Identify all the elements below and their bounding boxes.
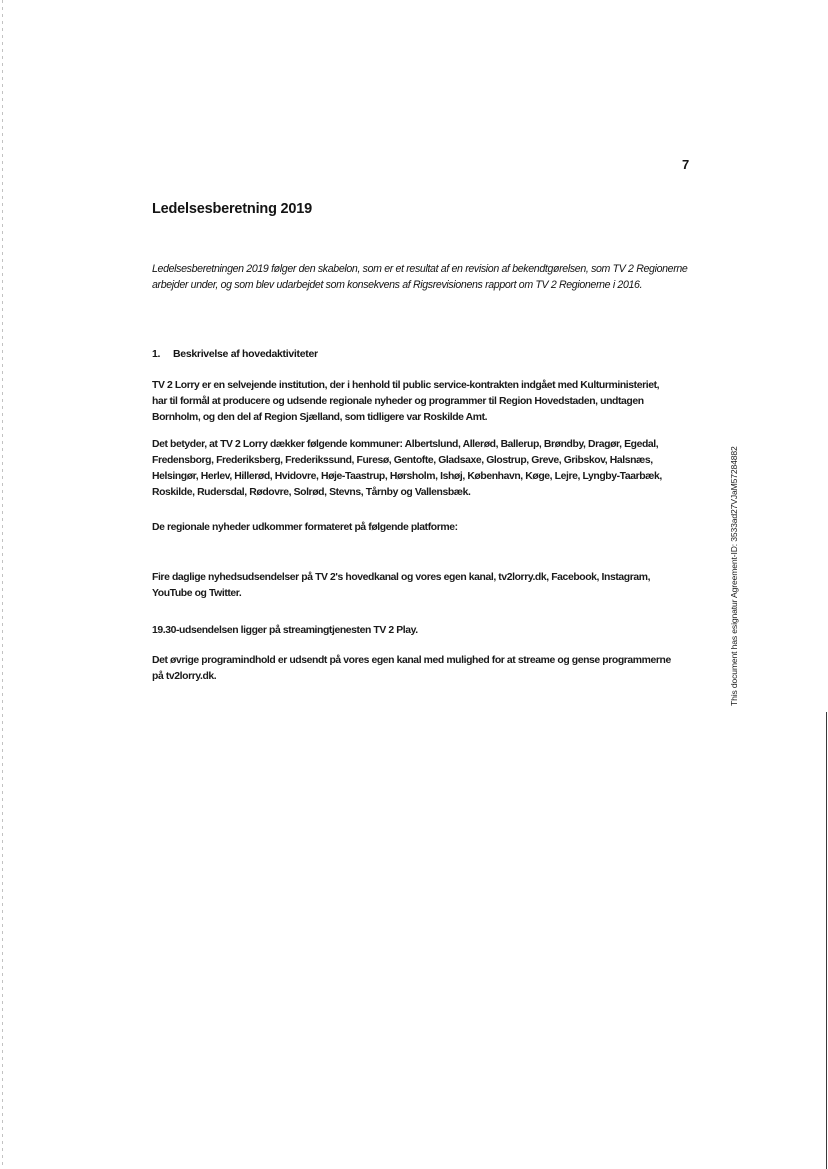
- scan-edge-left: [2, 0, 3, 1169]
- paragraph-platforms-intro: De regionale nyheder udkommer formateret på følgende platforme:: [152, 522, 458, 533]
- paragraph-institution: TV 2 Lorry er en selvejende institution, der i henhold til public service-kontrakten indgået med Kulturministeriet, har til formål at producere og udsende regionale nyheder og programmer til Region Hovedstaden, undtagen Bornholm, og den del af Region Sjælland, som tidligere var Roskilde Amt.: [152, 380, 660, 423]
- page-number: 7: [682, 157, 690, 172]
- scan-edge-right: [826, 712, 827, 1169]
- section-heading: [152, 348, 318, 360]
- paragraph-daily-news: Fire daglige nyhedsudsendelser på TV 2's hovedkanal og vores egen kanal, tv2lorry.dk, Facebook, Instagram, YouTube og Twitter.: [152, 572, 651, 599]
- paragraph-municipalities: Det betyder, at TV 2 Lorry dækker følgende kommuner: Albertslund, Allerød, Ballerup, Brøndby, Dragør, Egedal, Fredensborg, Frederiksberg, Frederikssund, Furesø, Gentofte, Gladsaxe, Glostrup, Greve, Gribskov, Halsnæs, Helsingør, Herlev, Hillerød, Hvidovre, Høje-Taastrup, Hørsholm, Ishøj, København, Køge, Lejre, Lyngby-Taarbæk, Roskilde, Rudersdal, Rødovre, Solrød, Stevns, Tårnby og Vallensbæk.: [152, 439, 662, 498]
- document-title: Ledelsesberetning 2019: [152, 201, 313, 217]
- intro-paragraph: Ledelsesberetningen 2019 følger den skabelon, som er et resultat af en revision af bekendtgørelsen, som TV 2 Regionerne arbejder under, og som blev udarbejdet som konsekvens af Rigsrevisionens rapport om TV 2 Regionerne i 2016.: [152, 263, 688, 291]
- paragraph-other-programs: Det øvrige programindhold er udsendt på vores egen kanal med mulighed for at streame og gense programmerne på tv2lorry.dk.: [152, 655, 671, 682]
- section-heading-text: Beskrivelse af hovedaktiviteter: [173, 348, 318, 360]
- paragraph-streaming: 19.30-udsendelsen ligger på streamingtjenesten TV 2 Play.: [152, 625, 418, 636]
- section-number: 1.: [152, 348, 161, 360]
- esignatur-side-note: This document has esignatur Agreement-ID: 3533ad27VJaM57284882: [729, 446, 739, 706]
